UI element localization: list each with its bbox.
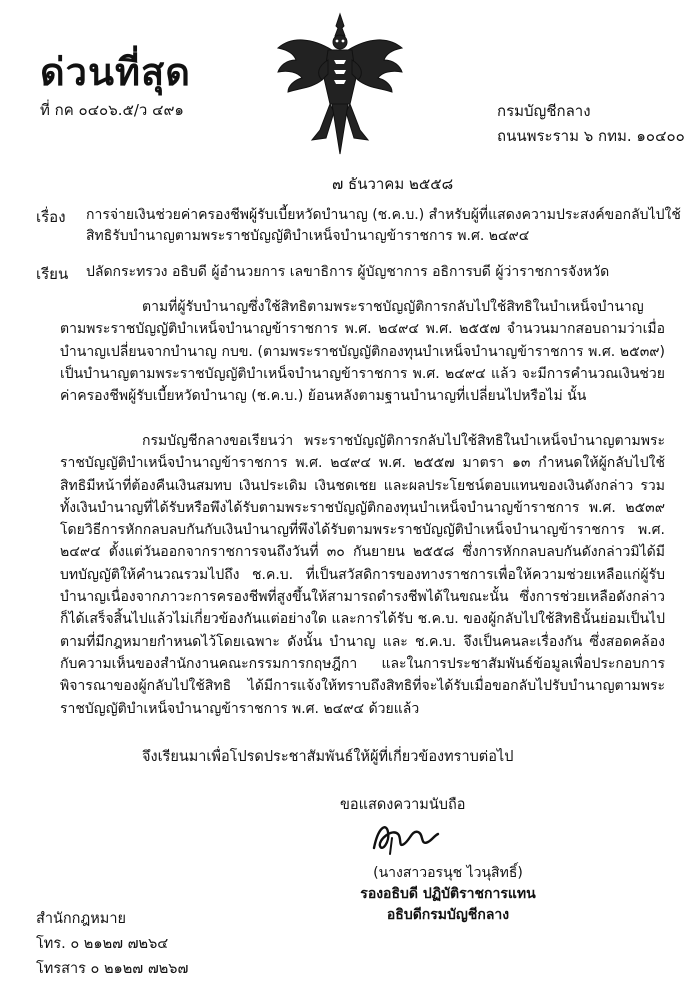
subject-text: การจ่ายเงินช่วยค่าครองชีพผู้รับเบี้ยหวัดบำนาญ (ช.ค.บ.) สำหรับผู้ที่แสดงความประสงค์ขอกลับไปใช้สิทธิรับบำนาญตามพระราชบัญญัติบำเหน็จบำนาญข้าราชการ พ.ศ. ๒๔๙๔ xyxy=(86,207,681,244)
sender-department: กรมบัญชีกลาง xyxy=(497,102,591,120)
sender-street: ถนนพระราม ๖ กทม. ๑๐๔๐๐ xyxy=(497,127,685,145)
signer-position: รองอธิบดี ปฏิบัติราชการแทน xyxy=(360,886,536,902)
subject-label: เรื่อง xyxy=(36,208,66,226)
regards-line: ขอแสดงความนับถือ xyxy=(340,797,466,813)
recipient-text: ปลัดกระทรวง อธิบดี ผู้อำนวยการ เลขาธิการ ผู้บัญชาการ อธิการบดี ผู้ว่าราชการจังหวัด xyxy=(86,264,610,280)
sender-address xyxy=(497,99,685,149)
signer-authority: อธิบดีกรมบัญชีกลาง xyxy=(386,907,510,923)
body-paragraph-1: ตามที่ผู้รับบำนาญซึ่งใช้สิทธิตามพระราชบัญญัติการกลับไปใช้สิทธิในบำเหน็จบำนาญตามพระราชบัญญัติบำเหน็จบำนาญข้าราชการ พ.ศ. ๒๔๙๔ พ.ศ. ๒๕๕๗ จำนวนมากสอบถามว่าเมื่อบำนาญเปลี่ยนจากบำนาญ กบข. (ตามพระราชบัญญัติกองทุนบำเหน็จบำนาญข้าราชการ พ.ศ. ๒๕๓๙) เป็นบำนาญตามพระราชบัญญัติบำเหน็จบำนาญข้าราชการ พ.ศ. ๒๔๙๔ แล้ว จะมีการคำนวณเงินช่วยค่าครองชีพผู้รับเบี้ยหวัดบำนาญ (ช.ค.บ.) ย้อนหลังตามฐานบำนาญที่เปลี่ยนไปหรือไม่ นั้น xyxy=(60,299,665,405)
letter-date: ๗ ธันวาคม ๒๕๕๘ xyxy=(332,175,454,193)
footer-contact xyxy=(36,907,188,982)
office-fax: โทรสาร ๐ ๒๑๒๗ ๗๒๖๗ xyxy=(36,961,189,977)
garuda-emblem-icon xyxy=(272,8,408,158)
closing-line: จึงเรียนมาเพื่อโปรดประชาสัมพันธ์ให้ผู้ที่เกี่ยวข้องทราบต่อไป xyxy=(142,749,514,765)
document-number: ที่ กค ๐๔๐๖.๕/ว ๔๙๑ xyxy=(40,101,184,119)
handwritten-signature xyxy=(368,818,444,858)
urgency-heading: ด่วนที่สุด xyxy=(40,50,191,94)
signer-block xyxy=(318,863,578,926)
office-name: สำนักกฎหมาย xyxy=(36,911,126,927)
recipient-label: เรียน xyxy=(36,265,69,283)
office-phone: โทร. ๐ ๒๑๒๗ ๗๒๖๔ xyxy=(36,936,169,952)
body-paragraph-2: กรมบัญชีกลางขอเรียนว่า พระราชบัญญัติการกลับไปใช้สิทธิในบำเหน็จบำนาญตามพระราชบัญญัติบำเหน็จบำนาญข้าราชการ พ.ศ. ๒๔๙๔ พ.ศ. ๒๕๕๗ มาตรา ๑๓ กำหนดให้ผู้กลับไปใช้สิทธิมีหน้าที่ต้องคืนเงินสมทบ เงินประเดิม เงินชดเชย และผลประโยชน์ตอบแทนของเงินดังกล่าว รวมทั้งเงินบำนาญที่ได้รับหรือพึงได้รับตามพระราชบัญญัติกองทุนบำเหน็จบำนาญข้าราชการ พ.ศ. ๒๕๓๙ โดยวิธีการหักกลบลบกันกับเงินบำนาญที่พึงได้รับตามพระราชบัญญัติบำเหน็จบำนาญข้าราชการ พ.ศ. ๒๔๙๔ ตั้งแต่วันออกจากราชการจนถึงวันที่ ๓๐ กันยายน ๒๕๕๘ ซึ่งการหักกลบลบกันดังกล่าวมิได้มีบทบัญญัติให้คำนวณรวมไปถึง ช.ค.บ. ที่เป็นสวัสดิการของทางราชการเพื่อให้ความช่วยเหลือแก่ผู้รับบำนาญเนื่องจากภาวะการครองชีพที่สูงขึ้นให้สามารถดำรงชีพได้ในขณะนั้น ซึ่งการช่วยเหลือดังกล่าวก็ได้เสร็จสิ้นไปแล้วไม่เกี่ยวข้องกันแต่อย่างใด และการได้รับ ช.ค.บ. ของผู้กลับไปใช้สิทธินั้นย่อมเป็นไปตามที่มีกฎหมายกำหนดไว้โดยเฉพาะ ดังนั้น บำนาญ และ ช.ค.บ. จึงเป็นคนละเรื่องกัน ซึ่งสอดคล้องกับความเห็นของสำนักงานคณะกรรมการกฤษฎีกา และในการประชาสัมพันธ์ข้อมูลเพื่อประกอบการพิจารณาของผู้กลับไปใช้สิทธิ ได้มีการแจ้งให้ทราบถึงสิทธิที่จะได้รับเมื่อขอกลับไปรับบำนาญตามพระราชบัญญัติบำเหน็จบำนาญข้าราชการ พ.ศ. ๒๔๙๔ ด้วยแล้ว xyxy=(60,433,665,717)
signer-name: (นางสาวอรนุช ไวนุสิทธิ์) xyxy=(373,865,523,881)
